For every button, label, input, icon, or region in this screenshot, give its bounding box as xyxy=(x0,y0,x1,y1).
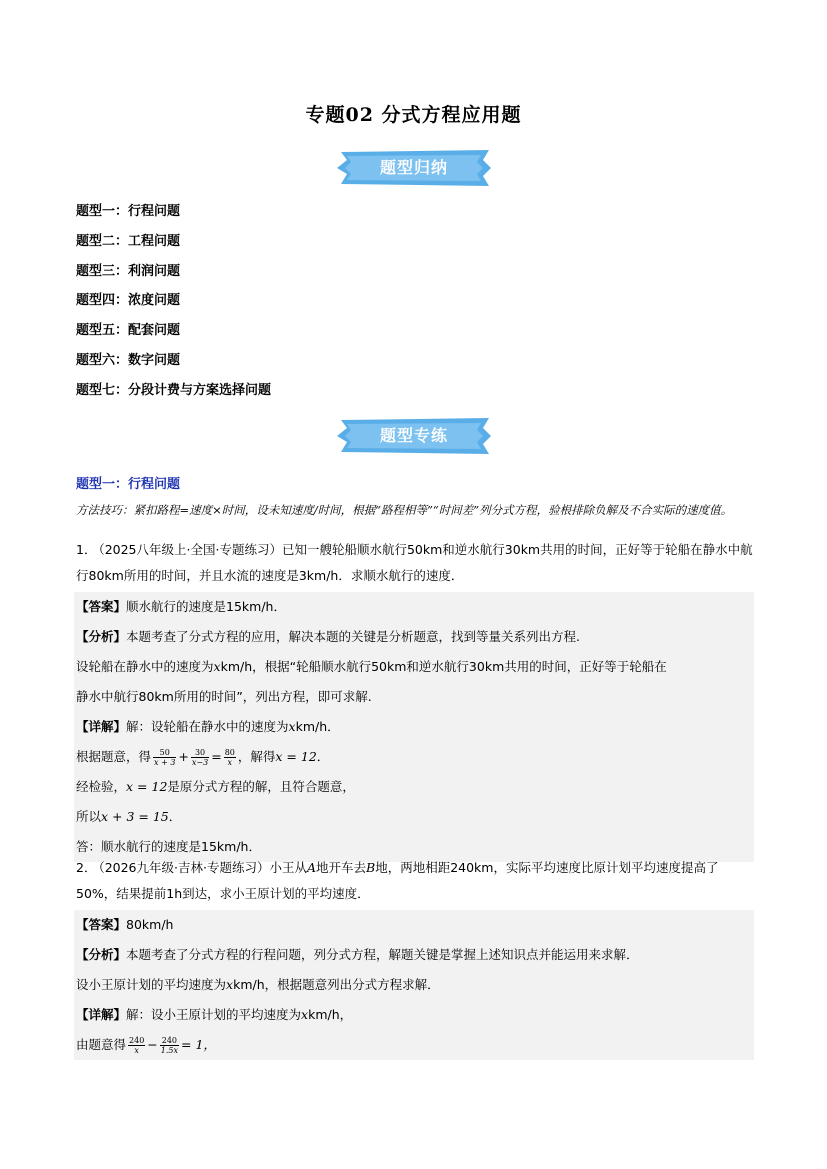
detail-text: 根据题意，得 xyxy=(76,749,152,764)
toc-item xyxy=(76,232,271,262)
toc-text: 分段计费与方案选择问题 xyxy=(128,382,272,398)
question-text: （2025八年级上·全国·专题练习）已知一艘轮船顺水航行50km和逆水航行30km共用的时间，正好等于轮船在静水中航行80km所用的时间，并且水流的速度是3km/h．求顺水航行的速度． xyxy=(76,542,753,583)
operator: = xyxy=(211,749,222,764)
analysis-text: 静水中航行80km所用的时间”，列出方程，即可求解. xyxy=(76,689,372,704)
toc-item xyxy=(76,321,271,351)
detail-line xyxy=(74,802,754,832)
conclusion-text: 答：顺水航行的速度是15km/h． xyxy=(76,839,261,854)
question-1 xyxy=(76,537,756,589)
fraction xyxy=(191,748,209,767)
analysis-tag: 【分析】 xyxy=(76,629,127,644)
operator: + xyxy=(178,749,189,764)
denominator: x xyxy=(134,1046,139,1055)
answer-text: 80km/h xyxy=(126,917,174,932)
toc-label: 题型二： xyxy=(76,233,129,249)
answer-tag: 【答案】 xyxy=(76,917,127,932)
fraction xyxy=(153,748,176,767)
question-text: 地，两地相距240km，实际平均速度比原计划平均速度提高了50%，结果提前1h到达，求小王原计划的平均速度． xyxy=(76,860,719,901)
answer-text: 顺水航行的速度是15km/h． xyxy=(126,599,286,614)
fraction xyxy=(128,1036,145,1055)
detail-text: ． xyxy=(316,749,330,764)
math-expression: x = 12 xyxy=(275,749,317,764)
denominator: x−3 xyxy=(191,758,209,767)
detail-line xyxy=(74,1000,754,1030)
toc-label: 题型六： xyxy=(76,352,129,368)
operator: − xyxy=(147,1037,158,1052)
answer-line xyxy=(74,592,754,622)
toc-text: 行程问题 xyxy=(128,204,181,219)
question-2 xyxy=(76,855,756,907)
detail-text: ，解得 xyxy=(237,749,276,764)
point-label: B xyxy=(366,860,376,875)
practice-banner xyxy=(333,416,495,456)
toc-text: 配套问题 xyxy=(128,323,181,339)
toc-label: 题型一： xyxy=(76,204,129,219)
numerator: 240 xyxy=(129,1036,145,1045)
analysis-line xyxy=(74,682,754,712)
fraction xyxy=(224,748,236,767)
toc-label: 题型五： xyxy=(76,323,129,339)
answer-box-2 xyxy=(74,910,754,1060)
detail-text: km/h， xyxy=(308,1007,353,1022)
analysis-text: km/h，根据“轮船顺水航行50km和逆水航行30km共用的时间，正好等于轮船在 xyxy=(220,659,667,674)
point-label: A xyxy=(306,860,316,875)
toc-text: 利润问题 xyxy=(128,263,181,279)
toc-item xyxy=(76,351,271,381)
equation-line xyxy=(74,742,754,772)
math-expression: = 1， xyxy=(181,1037,216,1052)
numerator: 50 xyxy=(153,748,176,758)
answer-tag: 【答案】 xyxy=(76,599,127,614)
toc-text: 浓度问题 xyxy=(128,293,181,309)
fraction xyxy=(160,1036,179,1055)
analysis-line xyxy=(74,622,754,652)
analysis-text: km/h，根据题意列出分式方程求解． xyxy=(233,977,440,992)
toc-text: 数字问题 xyxy=(128,352,181,368)
detail-text: 经检验， xyxy=(76,779,127,794)
analysis-tag: 【分析】 xyxy=(76,947,127,962)
math-expression: x = 12 xyxy=(126,779,168,794)
numerator: 80 xyxy=(224,748,235,757)
toc-label: 题型四： xyxy=(76,293,129,309)
detail-line xyxy=(74,772,754,802)
method-tip: 方法技巧：紧扣路程=速度×时间，设未知速度/时间，根据“路程相等”“时间差”列分式方程，验根排除负解及不合实际的速度值。 xyxy=(76,503,733,517)
detail-text: ． xyxy=(168,809,182,824)
numerator: 30 xyxy=(191,748,209,758)
section-heading: 题型一：行程问题 xyxy=(76,477,181,492)
answer-line xyxy=(74,910,754,940)
summary-banner xyxy=(333,148,495,188)
analysis-line xyxy=(74,652,754,682)
question-number: 1． xyxy=(76,542,97,557)
equation-line xyxy=(74,1030,754,1060)
question-text: （2026九年级·吉林·专题练习）小王从 xyxy=(98,860,307,875)
answer-box-1 xyxy=(74,592,754,862)
detail-text: 由题意得 xyxy=(76,1037,127,1052)
analysis-line xyxy=(74,940,754,970)
detail-text: 解：设轮船在静水中的速度为 xyxy=(126,719,289,734)
detail-line xyxy=(74,712,754,742)
variable: x xyxy=(301,1007,309,1022)
denominator: x xyxy=(227,758,233,767)
analysis-line xyxy=(74,970,754,1000)
variable: x xyxy=(288,719,296,734)
detail-tag: 【详解】 xyxy=(76,719,127,734)
toc-list xyxy=(76,202,271,411)
denominator: 1.5x xyxy=(160,1046,179,1055)
toc-text: 工程问题 xyxy=(128,233,181,249)
detail-text: km/h． xyxy=(295,719,340,734)
denominator: x + 3 xyxy=(154,758,176,767)
toc-item xyxy=(76,262,271,292)
toc-label: 题型七： xyxy=(76,382,129,398)
numerator: 240 xyxy=(161,1036,178,1045)
summary-banner-label: 题型归纳 xyxy=(379,158,448,177)
analysis-text: 设小王原计划的平均速度为 xyxy=(76,977,227,992)
question-number: 2． xyxy=(76,860,97,875)
question-text: 地开车去 xyxy=(316,860,367,875)
toc-label: 题型三： xyxy=(76,263,129,279)
detail-text: 是原分式方程的解，且符合题意， xyxy=(167,779,355,794)
detail-text: 解：设小王原计划的平均速度为 xyxy=(126,1007,302,1022)
page-title: 专题02 分式方程应用题 xyxy=(305,104,522,126)
practice-banner-label: 题型专练 xyxy=(379,426,448,445)
toc-item xyxy=(76,202,271,232)
analysis-text: 本题考查了分式方程的行程问题，列分式方程，解题关键是掌握上述知识点并能运用来求解． xyxy=(126,947,639,962)
analysis-text: 设轮船在静水中的速度为 xyxy=(76,659,214,674)
analysis-text: 本题考查了分式方程的应用，解决本题的关键是分析题意，找到等量关系列出方程. xyxy=(126,629,580,644)
variable: x xyxy=(213,659,221,674)
variable: x xyxy=(226,977,234,992)
toc-item xyxy=(76,381,271,411)
toc-item xyxy=(76,291,271,321)
detail-tag: 【详解】 xyxy=(76,1007,127,1022)
math-expression: x + 3 = 15 xyxy=(101,809,169,824)
detail-text: 所以 xyxy=(76,809,102,824)
